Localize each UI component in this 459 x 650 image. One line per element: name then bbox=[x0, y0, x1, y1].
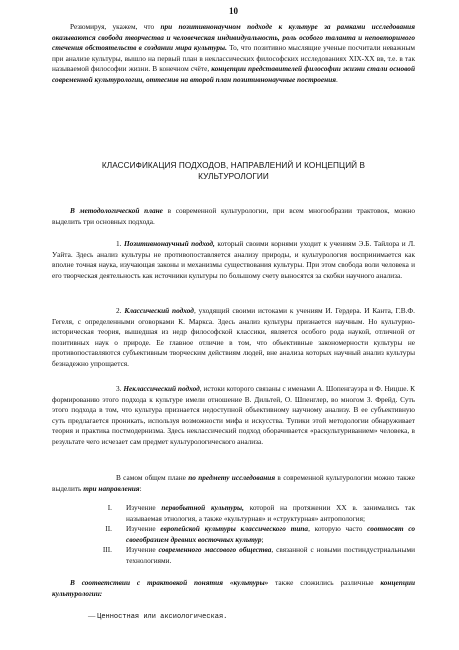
paragraph-summary: Резюмируя, укажем, что при позитивнонаучном подходе к культуре за рамками исследования оказываются свобода творчества и человеческая индивидуальность, роль особого таланта и неповторимого стечения обстоятельств в создании мира культуры. То, что позитивно мыслящие ученые посчитали неважным при анализе культуры, вышло на первый план в неклассических философских исследованиях XIX-XX вв, т.е. в так называемой философии жизни. В конечном счёте, концепции представителей философии жизни стали основой современной культурологии, оттеснив на второй план позитивнонаучные построения. bbox=[52, 22, 415, 84]
paragraph-methodological: В методологической плане в современной культурологии, при всем многообразии трактовок, можно выделить три основных подхода. bbox=[52, 206, 415, 226]
list-item: I. Изучение первобытной культуры, которой на протяжении XX в. занимались так называемая этнология, а также «культурная» и «структурная» антропология; bbox=[107, 503, 415, 523]
dash-bullet: — bbox=[88, 611, 98, 620]
list-item: III. Изучение современного массового общества, связанной с новыми постиндустриальными технологиями. bbox=[102, 545, 415, 565]
paragraph-concepts: В соответствии с трактовкой понятия «культуры» также сложились различные концепции культурологии: bbox=[52, 578, 416, 598]
paragraph-approach-1: 1. Позитивнонаучный подход, который своими корнями уходит к учениям Э.Б. Тайлора и Л. Уайта. Здесь анализ культуры не противопоставляется анализу природы, и культурология воспринимается как вполне точная наука, изучающая законы и механизмы существования культуры. При этом свобода воли человека и его творческая деятельность как источники культуры по большому счету выносятся за скобки научного анализа. bbox=[52, 239, 416, 280]
directions-list bbox=[90, 503, 415, 567]
paragraph-approach-3: 3. Неклассический подход, истоки которого связаны с именами А. Шопенгауэра и Ф. Ницше. К формированию этого подхода к культуре имели отношение В. Дильтей, О. Шпенглер, во многом З. Фрейд. Суть этого подхода в том, что культура признается недоступной объективному научному анализу. В ее субъективную суть предлагается проникать, используя возможности мифа и искусства. Тупики этой методологии обнаруживает теория и практика постмодернизма. Здесь неклассический подход оборачивается «раскультуриванием» человека, в результате чего исчезает сам предмет культурологического анализа. bbox=[52, 384, 415, 446]
paragraph-subject: В самом общем плане по предмету исследования в современной культурологии можно также выделить три направления: bbox=[52, 473, 415, 493]
page-number: 10 bbox=[229, 6, 238, 16]
concept-item: — Ценностная или аксиологическая. bbox=[88, 611, 228, 621]
list-item: II. Изучение европейской культуры классического типа, которую часто соотносят со своеобразием древних восточных культур; bbox=[105, 524, 416, 544]
paragraph-approach-2: 2. Классический подход, уходящий своими истоками к учениям И. Гердера. И Канта, Г.В.Ф. Гегеля, с определенными оговорками К. Маркса. Здесь анализ культуры признается научным. Но культурно-историческая теория, вышедшая из недр философской классики, является особого рода наукой, отличной от позитивных наук о природе. Ее главное отличие в том, что объективные закономерности культуры не противопоставляются субъективным творческим действиям людей, вне анализа которых научный анализ культуры безнадежно упрощается. bbox=[52, 306, 415, 368]
section-heading: КЛАССИФИКАЦИЯ ПОДХОДОВ, НАПРАВЛЕНИЙ И КОНЦЕПЦИЙ В КУЛЬТУРОЛОГИИ bbox=[101, 161, 366, 181]
